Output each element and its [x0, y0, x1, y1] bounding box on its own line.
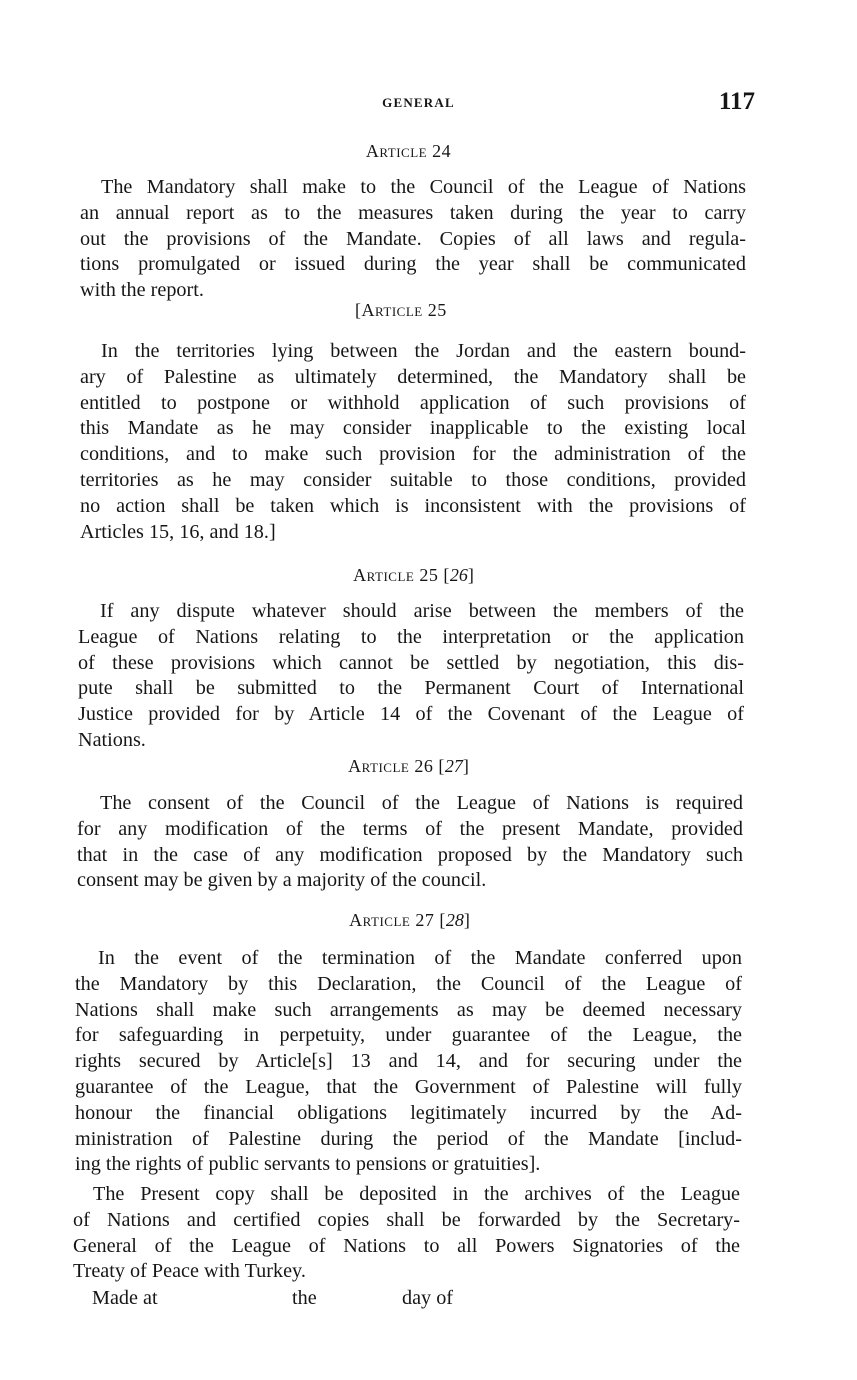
paragraph-line: In the event of the termination of the Mandate conferred upon: [98, 947, 742, 969]
article-25-26-paragraph: [78, 599, 744, 754]
paragraph-line: Nations shall make such arrangements as may be deemed necessary: [75, 998, 742, 1021]
page-number: 117: [718, 88, 755, 115]
article-24-heading: Article 24: [365, 141, 452, 161]
paragraph-line: the Mandatory by this Declaration, the Council of the League of: [75, 972, 742, 995]
paragraph-line: The Present copy shall be deposited in the archives of the League: [93, 1183, 740, 1205]
paragraph-line: rights secured by Article[s] 13 and 14, and for securing under the: [75, 1050, 742, 1073]
paragraph-line: an annual report as to the measures taken during the year to carry: [80, 201, 746, 224]
heading-close-bracket: ]: [467, 565, 474, 585]
day-of-text: day of: [402, 1287, 454, 1309]
paragraph-line: pute shall be submitted to the Permanent Court of International: [78, 677, 744, 700]
the-text: the: [292, 1287, 317, 1309]
paragraph-line: ary of Palestine as ultimately determined, the Mandatory shall be: [80, 365, 746, 388]
running-head: [0, 88, 857, 117]
paragraph-line: entitled to postpone or withhold application of such provisions of: [80, 391, 746, 414]
paragraph-line: conditions, and to make such provision for the administration of the: [80, 443, 746, 466]
paragraph-line: that in the case of any modification proposed by the Mandatory such: [77, 843, 743, 866]
article-24-paragraph: [80, 175, 746, 304]
heading-close-bracket: ]: [463, 910, 470, 930]
article-25-26-heading: [0, 565, 827, 586]
article-27-28-heading: [0, 910, 819, 931]
paragraph-line: of Nations and certified copies shall be forwarded by the Secretary-: [73, 1208, 740, 1231]
heading-italic-number: 26: [449, 565, 468, 585]
paragraph-line: Justice provided for by Article 14 of the Covenant of the League of: [78, 703, 744, 726]
article-26-27-paragraph: [77, 791, 743, 894]
heading-text: Article 26 [: [348, 756, 445, 776]
heading-italic-number: 28: [445, 910, 464, 930]
paragraph-line: of these provisions which cannot be settled by negotiation, this dis-: [78, 651, 744, 674]
closing-paragraph: [73, 1182, 740, 1285]
paragraph-line: ministration of Palestine during the period of the Mandate [includ-: [75, 1127, 742, 1150]
heading-text: Article 27 [: [349, 910, 446, 930]
paragraph-line: The Mandatory shall make to the Council of the League of Nations: [101, 176, 746, 198]
paragraph-line: with the report.: [80, 279, 204, 302]
running-title: GENERAL: [382, 95, 455, 110]
paragraph-line: If any dispute whatever should arise between the members of the: [100, 600, 744, 622]
paragraph-line: out the provisions of the Mandate. Copies of all laws and regula-: [80, 227, 746, 250]
paragraph-line: for safeguarding in perpetuity, under guarantee of the League, the: [75, 1024, 742, 1047]
paragraph-line: tions promulgated or issued during the year shall be communicated: [80, 253, 746, 276]
paragraph-line: territories as he may consider suitable to those conditions, provided: [80, 468, 746, 491]
heading-italic-number: 27: [444, 756, 463, 776]
paragraph-line: General of the League of Nations to all Powers Signatories of the: [73, 1234, 740, 1257]
paragraph-line: consent may be given by a majority of the council.: [77, 869, 487, 892]
paragraph-line: The consent of the Council of the League of Nations is required: [100, 792, 743, 814]
article-27-28-paragraph: [75, 946, 742, 1178]
heading-close-bracket: ]: [462, 756, 469, 776]
paragraph-line: League of Nations relating to the interpretation or the application: [78, 625, 744, 648]
paragraph-line: honour the financial obligations legitimately incurred by the Ad-: [75, 1101, 742, 1124]
paragraph-line: Treaty of Peace with Turkey.: [73, 1260, 306, 1283]
paragraph-line: Articles 15, 16, and 18.]: [80, 520, 276, 543]
paragraph-line: this Mandate as he may consider inapplicable to the existing local: [80, 417, 746, 440]
made-at-text: Made at: [92, 1287, 158, 1309]
paragraph-line: ing the rights of public servants to pensions or gratuities].: [75, 1153, 541, 1176]
article-26-27-heading: [0, 756, 817, 777]
heading-text: Article 25 [: [353, 565, 450, 585]
article-25-bracket-heading: [Article 25: [355, 300, 447, 320]
article-25-bracket-paragraph: [80, 339, 746, 545]
paragraph-line: In the territories lying between the Jordan and the eastern bound-: [101, 340, 746, 362]
paragraph-line: Nations.: [78, 728, 146, 751]
paragraph-line: for any modification of the terms of the present Mandate, provided: [77, 817, 743, 840]
signature-line: [0, 1287, 857, 1315]
paragraph-line: guarantee of the League, that the Government of Palestine will fully: [75, 1075, 742, 1098]
paragraph-line: no action shall be taken which is inconsistent with the provisions of: [80, 494, 746, 517]
